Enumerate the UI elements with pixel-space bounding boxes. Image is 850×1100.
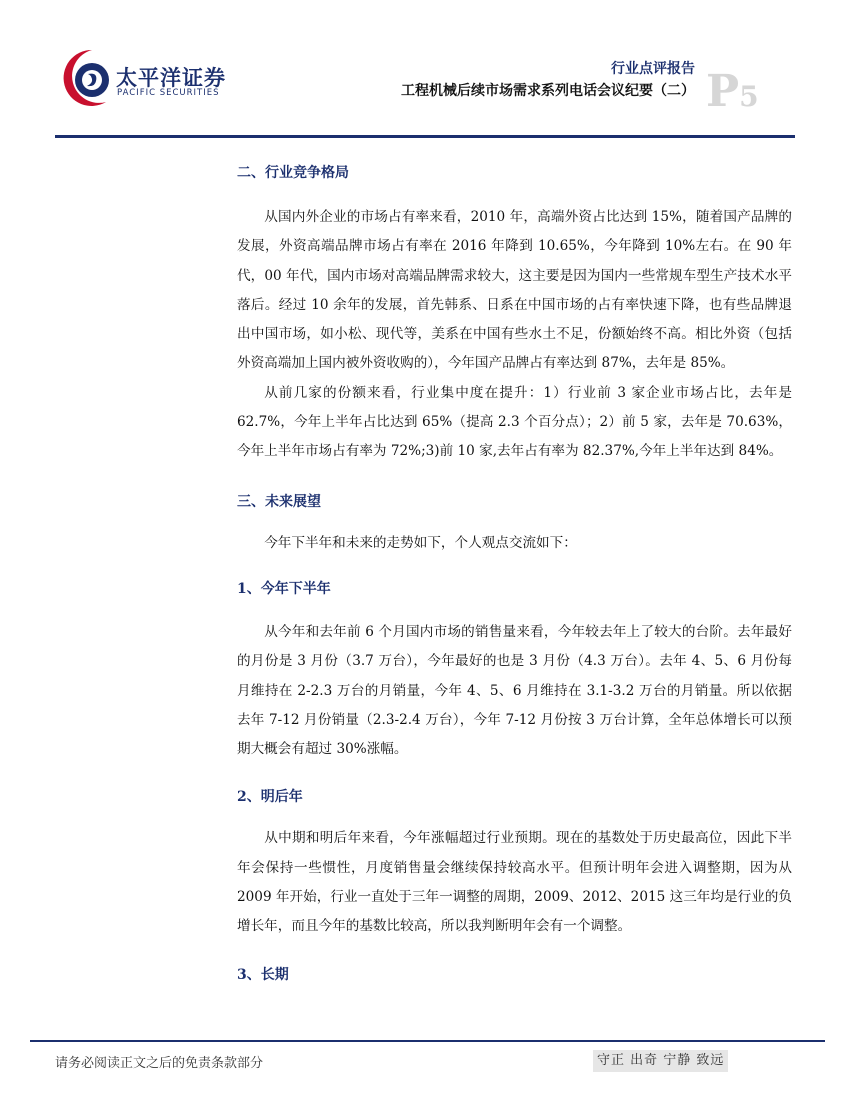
section-heading: 1、今年下半年 (237, 580, 331, 597)
logo-english-name: PACIFIC SECURITIES (117, 88, 220, 98)
body-paragraph: 从前几家的份额来看，行业集中度在提升：1）行业前 3 家企业市场占比，去年是 62.7%，今年上半年占比达到 65%（提高 2.3 个百分点）；2）前 5 家，去年是 70.63%，今年上半年市场占有率为 72%;3)前 10 家,去年占有率为 82.37%,今年上半年达到 84%。 (237, 384, 792, 460)
footer-disclaimer: 请务必阅读正文之后的免责条款部分 (55, 1056, 264, 1071)
header-divider (55, 135, 795, 138)
page-number-value: 5 (739, 80, 759, 113)
body-paragraph: 从中期和明后年来看，今年涨幅超过行业预期。现在的基数处于历史最高位，因此下半年会保持一些惯性，月度销售量会继续保持较高水平。但预计明年会进入调整期，因为从 2009 年开始，行业一直处于三年一调整的周期，2009、2012、2015 这三年均是行业的负增长年，而且今年的基数比较高，所以我判断明年会有一个调整。 (237, 830, 792, 935)
section-heading: 2、明后年 (237, 789, 303, 806)
report-type: 行业点评报告 (611, 61, 695, 77)
report-title: 工程机械后续市场需求系列电话会议纪要（二） (401, 83, 695, 99)
section-heading: 3、长期 (237, 966, 289, 983)
body-paragraph: 从国内外企业的市场占有率来看，2010 年，高端外资占比达到 15%，随着国产品牌的发展，外资高端品牌市场占有率在 2016 年降到 10.65%，今年降到 10%左右。在 90 年代，00 年代，国内市场对高端品牌需求较大，这主要是因为国内一些常规车型生产技术水平落后。经过 10 余年的发展，首先韩系、日系在中国市场的占有率快速下降，也有些品牌退出中国市场，如小松、现代等，美系在中国有些水土不足，份额始终不高。相比外资（包括外资高端加上国内被外资收购的），今年国产品牌占有率达到 87%，去年是 85%。 (237, 209, 792, 372)
logo-chinese-name: 太平洋证券 (116, 66, 226, 90)
section-heading: 三、未来展望 (237, 493, 321, 510)
body-paragraph: 今年下半年和未来的走势如下，个人观点交流如下： (264, 534, 577, 551)
page-header (0, 0, 850, 140)
company-logo (62, 44, 262, 114)
footer-motto: 守正 出奇 宁静 致远 (593, 1050, 728, 1072)
section-heading: 二、行业竞争格局 (237, 165, 349, 181)
body-paragraph: 从今年和去年前 6 个月国内市场的销售量来看，今年较去年上了较大的台阶。去年最好的月份是 3 月份（3.7 万台），今年最好的也是 3 月份（4.3 万台）。去年 4、5、6 月份每月维持在 2-2.3 万台的月销量，今年 4、5、6 月维持在 3.1-3.2 万台的月销量。所以依据去年 7-12 月份销量（2.3-2.4 万台），今年 7-12 月份按 3 万台计算，全年总体增长可以预期大概会有超过 30%涨幅。 (237, 623, 792, 758)
page-number (706, 66, 759, 117)
pacific-securities-logo-icon (62, 44, 114, 114)
footer-divider (30, 1040, 825, 1042)
page-number-prefix: P (706, 66, 740, 117)
main-content (237, 160, 792, 988)
